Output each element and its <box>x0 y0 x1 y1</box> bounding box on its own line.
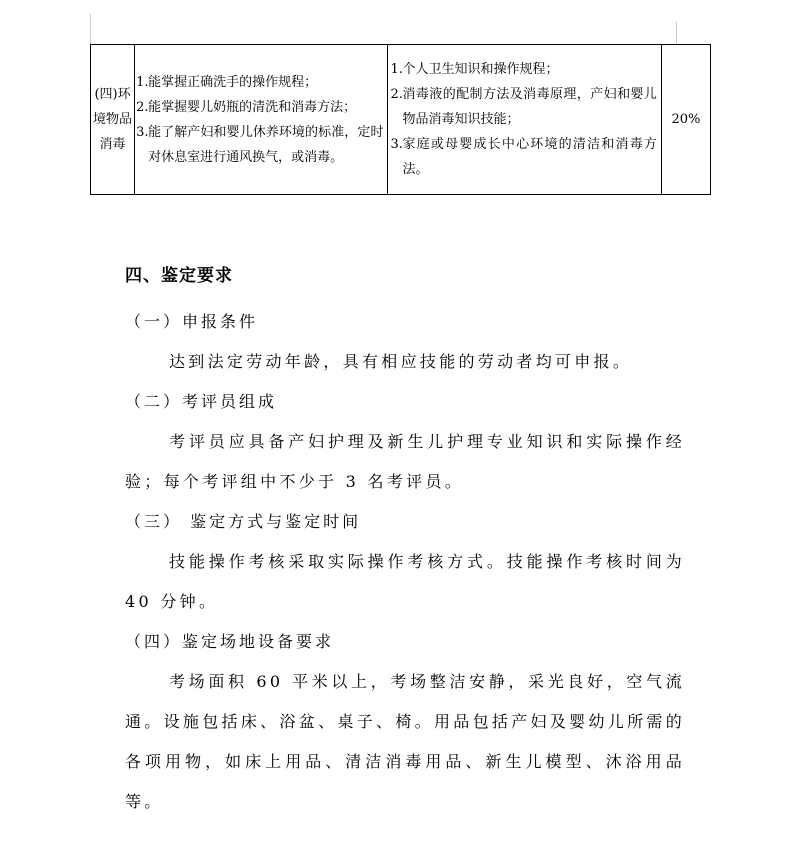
item-text: 能掌握正确洗手的操作规程； <box>148 74 318 90</box>
subsection-heading-4: （四）鉴定场地设备要求 <box>125 632 335 651</box>
subsection-heading-2: （二）考评员组成 <box>125 392 278 411</box>
skill-table <box>90 44 711 195</box>
list-item <box>390 82 656 132</box>
item-text: 消毒液的配制方法及消毒原理，产妇和婴儿物品消毒知识技能； <box>402 87 657 127</box>
crop-mark-left <box>90 14 91 44</box>
paragraph-2: 考评员应具备产妇护理及新生儿护理专业知识和实际操作经验；每个考评组中不少于 3 名考评员。 <box>125 432 685 491</box>
weight-cell <box>661 45 710 195</box>
paragraph-4: 考场面积 60 平米以上，考场整洁安静，采光良好，空气流通。设施包括床、浴盆、桌子、椅。用品包括产妇及婴幼儿所需的各项用物，如床上用品、清洁消毒用品、新生儿模型、沐浴用品等。 <box>125 672 685 811</box>
item-number: 2. <box>390 87 403 102</box>
skill-requirements-cell <box>135 45 388 195</box>
subsection-heading-3: （三） 鉴定方式与鉴定时间 <box>125 512 362 531</box>
item-number: 2. <box>136 99 149 115</box>
list-item <box>136 70 383 95</box>
weight-value: 20% <box>671 112 701 127</box>
crop-mark-right <box>676 22 677 44</box>
list-item <box>390 132 656 182</box>
item-text: 家庭或母婴成长中心环境的清洁和消毒方法。 <box>402 137 657 177</box>
paragraph-1: 达到法定劳动年龄，具有相应技能的劳动者均可申报。 <box>169 352 633 371</box>
item-number: 3. <box>390 137 403 152</box>
section-heading: 四、鉴定要求 <box>125 266 233 286</box>
table-row <box>91 45 711 195</box>
item-text: 能了解产妇和婴儿休养环境的标准，定时对休息室进行通风换气，或消毒。 <box>148 124 384 165</box>
item-text: 能掌握婴儿奶瓶的清洗和消毒方法； <box>148 99 357 115</box>
paragraph-3: 技能操作考核采取实际操作考核方式。技能操作考核时间为 40 分钟。 <box>125 552 685 611</box>
item-text: 个人卫生知识和操作规程； <box>402 62 559 77</box>
list-item <box>136 95 383 120</box>
document-body <box>125 262 685 822</box>
item-number: 3. <box>136 124 149 140</box>
item-number: 1. <box>390 62 403 77</box>
subsection-heading-1: （一）申报条件 <box>125 312 259 331</box>
list-item <box>390 57 656 82</box>
module-label: (四)环境物品消毒 <box>93 87 133 152</box>
module-label-cell <box>91 45 135 195</box>
item-number: 1. <box>136 74 149 90</box>
list-item <box>136 120 383 170</box>
related-knowledge-cell <box>388 45 661 195</box>
